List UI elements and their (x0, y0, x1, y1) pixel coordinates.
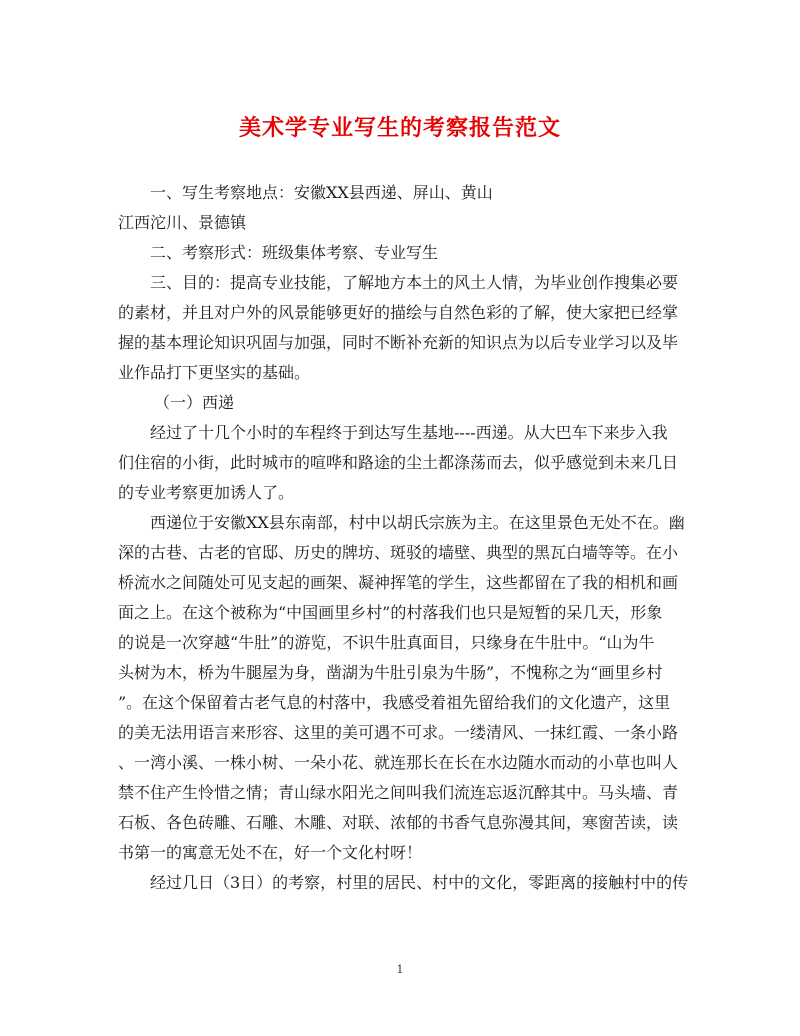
paragraph-line: 的专业考察更加诱人了。 (118, 483, 295, 502)
paragraph-line: 头树为木，桥为牛腿屋为身，凿湖为牛肚引泉为牛肠”，不愧称之为“画里乡村 (118, 663, 663, 682)
paragraph-line: 的素材，并且对户外的风景能够更好的描绘与自然色彩的了解，使大家把已经掌 (118, 303, 679, 322)
paragraph-line: 经过几日（3日）的考察，村里的居民、村中的文化，零距离的接触村中的传 (150, 873, 689, 892)
paragraph-line: 三、目的：提高专业技能，了解地方本土的风土人情，为毕业创作搜集必要 (150, 273, 679, 292)
document-title: 美术学专业写生的考察报告范文 (238, 115, 561, 141)
paragraph-line: 二、考察形式：班级集体考察、专业写生 (150, 243, 439, 262)
paragraph-line: 经过了十几个小时的车程终于到达写生基地----西递。从大巴车下来步入我 (150, 423, 668, 442)
paragraph-line: 一、写生考察地点：安徽XX县西递、屏山、黄山 (150, 183, 493, 202)
section-heading: （一）西递 (154, 393, 235, 412)
paragraph-line: 江西沱川、景德镇 (118, 213, 247, 232)
paragraph-line: 深的古巷、古老的官邸、历史的牌坊、斑驳的墙壁、典型的黑瓦白墙等等。在小 (118, 543, 679, 562)
page-number: 1 (396, 963, 404, 976)
paragraph-line: 石板、各色砖雕、石雕、木雕、对联、浓郁的书香气息弥漫其间，寒窗苦读，读 (118, 813, 679, 832)
paragraph-line: 业作品打下更坚实的基础。 (118, 363, 311, 382)
document-body (118, 178, 689, 898)
paragraph-line: 们住宿的小街，此时城市的喧哗和路途的尘土都涤荡而去，似乎感觉到未来几日 (118, 453, 679, 472)
paragraph-line: 禁不住产生怜惜之情；青山绿水阳光之间叫我们流连忘返沉醉其中。马头墙、青 (118, 783, 679, 802)
paragraph-line: ”。在这个保留着古老气息的村落中，我感受着祖先留给我们的文化遗产，这里 (118, 693, 671, 712)
paragraph-line: 书第一的寓意无处不在，好一个文化村呀！ (118, 843, 423, 862)
paragraph-line: 西递位于安徽XX县东南部，村中以胡氏宗族为主。在这里景色无处不在。幽 (150, 513, 685, 532)
paragraph-line: 桥流水之间随处可见支起的画架、凝神挥笔的学生，这些都留在了我的相机和画 (118, 573, 679, 592)
paragraph-line: 的说是一次穿越“牛肚”的游览，不识牛肚真面目，只缘身在牛肚中。“山为牛 (118, 633, 655, 652)
paragraph-line: 握的基本理论知识巩固与加强，同时不断补充新的知识点为以后专业学习以及毕 (118, 333, 679, 352)
paragraph-line: 面之上。在这个被称为“中国画里乡村”的村落我们也只是短暂的呆几天，形象 (118, 603, 663, 622)
paragraph-line: 的美无法用语言来形容、这里的美可遇不可求。一缕清风、一抹红霞、一条小路 (118, 723, 679, 742)
paragraph-line: 、一湾小溪、一株小树、一朵小花、就连那长在长在水边随水而动的小草也叫人 (118, 753, 679, 772)
